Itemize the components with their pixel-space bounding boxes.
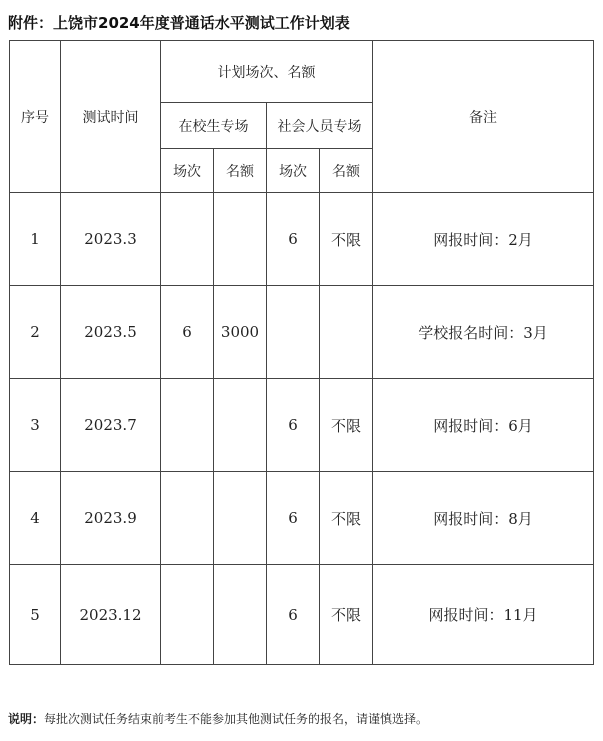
cell-test-time: 2023.5 <box>61 286 161 379</box>
cell-student-quota: 3000 <box>214 286 267 379</box>
cell-student-sessions <box>161 565 214 665</box>
cell-public-quota: 不限 <box>320 193 373 286</box>
header-public-quota: 名额 <box>320 149 373 193</box>
cell-student-quota <box>214 565 267 665</box>
cell-test-time: 2023.9 <box>61 472 161 565</box>
cell-public-quota: 不限 <box>320 472 373 565</box>
footnote <box>8 710 428 727</box>
cell-test-time: 2023.12 <box>61 565 161 665</box>
cell-public-sessions: 6 <box>267 379 320 472</box>
cell-remark: 学校报名时间：3月 <box>373 286 594 379</box>
header-remark: 备注 <box>373 41 594 193</box>
table-row <box>10 379 594 472</box>
cell-public-sessions: 6 <box>267 193 320 286</box>
cell-test-time: 2023.7 <box>61 379 161 472</box>
header-student-sessions: 场次 <box>161 149 214 193</box>
table-row <box>10 193 594 286</box>
cell-public-quota: 不限 <box>320 565 373 665</box>
header-student-session: 在校生专场 <box>161 103 267 149</box>
cell-seq: 3 <box>10 379 61 472</box>
header-public-session: 社会人员专场 <box>267 103 373 149</box>
cell-remark: 网报时间：8月 <box>373 472 594 565</box>
cell-student-sessions <box>161 193 214 286</box>
page-title: 附件：上饶市2024年度普通话水平测试工作计划表 <box>8 14 350 32</box>
cell-test-time: 2023.3 <box>61 193 161 286</box>
cell-remark: 网报时间：11月 <box>373 565 594 665</box>
table-row <box>10 565 594 665</box>
header-public-sessions: 场次 <box>267 149 320 193</box>
cell-public-quota <box>320 286 373 379</box>
cell-student-sessions <box>161 379 214 472</box>
cell-seq: 4 <box>10 472 61 565</box>
cell-remark: 网报时间：2月 <box>373 193 594 286</box>
cell-student-sessions: 6 <box>161 286 214 379</box>
cell-public-sessions: 6 <box>267 565 320 665</box>
plan-table <box>9 40 594 665</box>
cell-seq: 1 <box>10 193 61 286</box>
header-plan: 计划场次、名额 <box>161 41 373 103</box>
footnote-text: 每批次测试任务结束前考生不能参加其他测试任务的报名，请谨慎选择。 <box>44 712 429 726</box>
cell-student-quota <box>214 379 267 472</box>
header-student-quota: 名额 <box>214 149 267 193</box>
cell-seq: 5 <box>10 565 61 665</box>
cell-student-sessions <box>161 472 214 565</box>
table-row <box>10 472 594 565</box>
header-test-time: 测试时间 <box>61 41 161 193</box>
cell-student-quota <box>214 472 267 565</box>
cell-public-sessions <box>267 286 320 379</box>
cell-public-sessions: 6 <box>267 472 320 565</box>
cell-seq: 2 <box>10 286 61 379</box>
cell-student-quota <box>214 193 267 286</box>
header-seq: 序号 <box>10 41 61 193</box>
cell-public-quota: 不限 <box>320 379 373 472</box>
table-row <box>10 286 594 379</box>
footnote-label: 说明： <box>8 712 45 726</box>
cell-remark: 网报时间：6月 <box>373 379 594 472</box>
